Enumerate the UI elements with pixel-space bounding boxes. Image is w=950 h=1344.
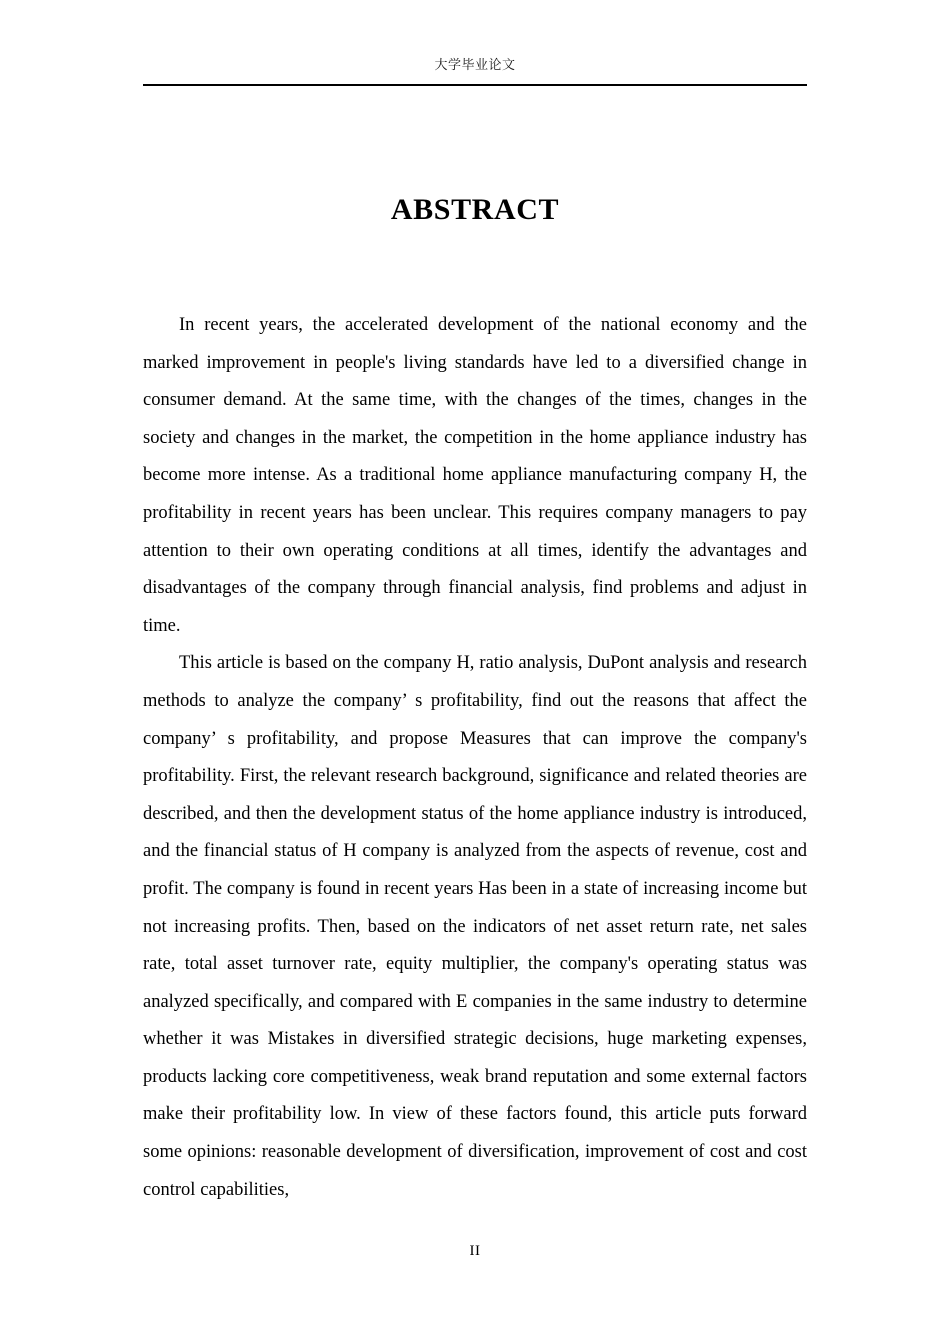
abstract-paragraph-1: In recent years, the accelerated development of the national economy and the marked improvement in people's living standards have led to a diversified change in consumer demand. At the same time, with the changes of the times, changes in the society and changes in the market, the competition in the home appliance industry has become more intense. As a traditional home appliance manufacturing company H, the profitability in recent years has been unclear. This requires company managers to pay attention to their own operating conditions at all times, identify the advantages and disadvantages of the company through financial analysis, find problems and adjust in time. — [143, 315, 807, 636]
header-divider-rule — [143, 84, 807, 86]
running-header — [143, 57, 807, 75]
running-header-title: 大学毕业论文 — [434, 58, 516, 73]
abstract-body — [143, 307, 807, 1209]
page-footer — [143, 1241, 807, 1261]
abstract-paragraph-2: This article is based on the company H, ratio analysis, DuPont analysis and research methods to analyze the company’ s profitability, find out the reasons that affect the company’ s profitability, and propose Measures that can improve the company's profitability. First, the relevant research background, significance and related theories are described, and then the development status of the home appliance industry is introduced, and the financial status of H company is analyzed from the aspects of revenue, cost and profit. The company is found in recent years Has been in a state of increasing income but not increasing profits. Then, based on the indicators of net asset return rate, net sales rate, total asset turnover rate, equity multiplier, the company's operating status was analyzed specifically, and compared with E companies in the same industry to determine whether it was Mistakes in diversified strategic decisions, huge marketing expenses, products lacking core competitiveness, weak brand reputation and some external factors make their profitability low. In view of these factors found, this article puts forward some opinions: reasonable development of diversification, improvement of cost and cost control capabilities, — [143, 653, 807, 1200]
page-title: ABSTRACT — [390, 193, 560, 226]
page-number: II — [469, 1243, 481, 1259]
